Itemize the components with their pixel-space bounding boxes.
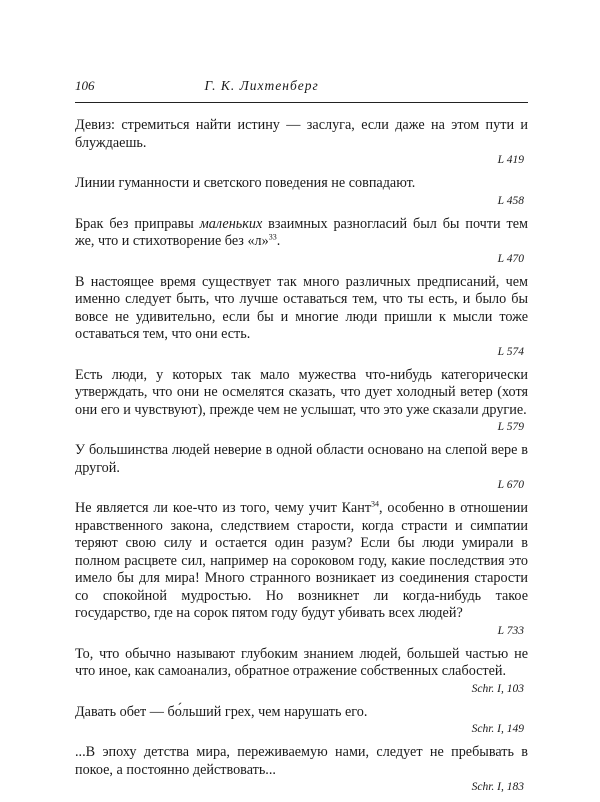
- aphorism-text: В настоящее время существует так много различных предписаний, чем именно следует быть, что лучше оставаться тем, что ты есть, и было бы вовсе не удивительно, если бы и многие люди пришли к мысли тоже оставаться тем, что они есть.: [75, 273, 528, 342]
- aphorism-reference: L 574: [497, 345, 524, 358]
- aphorism-text: Линии гуманности и светского поведения не совпадают.: [75, 175, 416, 191]
- aphorism-reference: L 419: [497, 154, 524, 166]
- aphorism-schr-183: [75, 744, 528, 794]
- aphorism-reference: L 470: [497, 252, 524, 265]
- aphorism-text: То, что обычно называют глубоким знанием людей, большей частью не что иное, как самоанализ, обратное отражение собственных слабостей.: [75, 645, 528, 679]
- aphorism-l470: [75, 216, 528, 266]
- page-number: 106: [75, 78, 95, 93]
- aphorism-text: [75, 500, 528, 623]
- aphorism-schr-103: [75, 646, 528, 696]
- aphorism-text: У большинства людей неверие в одной области основано на слепой вере в другой.: [75, 442, 528, 476]
- running-title: Г. К. Лихтенберг: [204, 78, 319, 93]
- aphorism-text: Девиз: стремиться найти истину — заслуга, если даже на этом пути и блуждаешь.: [75, 117, 528, 151]
- aphorism-reference: Schr. I, 103: [471, 682, 524, 695]
- aphorism-text-part: Не является ли кое-что из того, чему учит Кант: [75, 500, 372, 516]
- aphorism-emphasis: маленьких: [199, 215, 263, 232]
- aphorism-schr-149: [75, 704, 528, 737]
- aphorism-text: ...В эпоху детства мира, переживаемую нами, следует не пребывать в покое, а постоянно действовать...: [75, 744, 528, 778]
- aphorism-reference: L 579: [497, 421, 524, 433]
- aphorism-l419: [75, 117, 528, 167]
- aphorism-reference: L 733: [497, 624, 524, 637]
- aphorism-l574: [75, 274, 528, 359]
- footnote-marker: 34: [371, 499, 380, 509]
- aphorism-text: Есть люди, у которых так мало мужества что-нибудь категорически утверждать, что они не осмелятся сказать, что дует холодный ветер (хотя они его и чувствуют), прежде чем не услышат, что это уже сказали другие.: [75, 366, 528, 418]
- book-page: [75, 78, 528, 802]
- aphorism-reference: Schr. I, 149: [471, 723, 524, 735]
- aphorism-text: [75, 216, 528, 251]
- aphorism-text-part: взаимных разногласий был бы почти тем же, что и стихотворение без «л»: [75, 215, 528, 249]
- aphorism-reference: Schr. I, 183: [471, 781, 524, 793]
- aphorism-text-part: Брак без приправы: [75, 215, 200, 232]
- aphorism-reference: L 670: [497, 479, 524, 491]
- page-header: [75, 78, 528, 103]
- aphorism-l733: [75, 500, 528, 638]
- footnote-marker: 33: [268, 232, 277, 242]
- aphorism-text-part: .: [276, 233, 281, 249]
- aphorism-l458: [75, 175, 528, 208]
- aphorism-l579: [75, 367, 528, 435]
- aphorism-text-part: , особенно в отношении нравственного закона, следствием старости, когда страсти и симпатии теряют свою силу и остается один разум? Если бы люди умирали в полном расцвете сил, например на сороковом году, какие последствия это имело бы для мира! Много странного возникает из соединения старости со спокойной мудростью. Но возникнет ли когда-нибудь такое государство, где на сорок пятом году будут убивать всех людей?: [75, 500, 528, 621]
- aphorism-text: Давать обет — бо́льший грех, чем нарушать его.: [75, 703, 368, 720]
- aphorism-l670: [75, 442, 528, 492]
- aphorism-reference: L 458: [497, 194, 524, 207]
